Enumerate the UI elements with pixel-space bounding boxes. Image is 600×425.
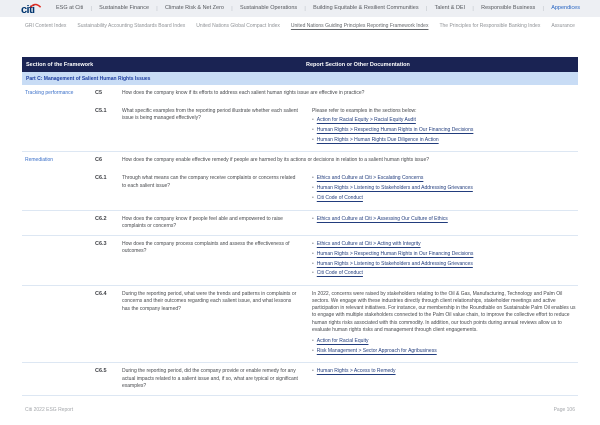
primary-nav-item-talent-dei[interactable]: Talent & DEI <box>434 5 466 11</box>
category-cell <box>25 108 95 147</box>
answer-cell <box>312 241 578 280</box>
answer-link-line <box>312 241 578 248</box>
question-text: What specific examples from the reporting period illustrate whether each salient issue is being managed effectively? <box>122 107 298 122</box>
citi-logo-text: citi <box>21 3 35 16</box>
document-link[interactable]: Human Rights > Human Rights Due Diligence in Action <box>316 136 439 143</box>
bullet-icon: • <box>312 185 314 192</box>
table-row <box>22 286 578 363</box>
primary-nav <box>56 0 580 17</box>
document-link[interactable]: Human Rights > Listening to Stakeholders and Addressing Grievances <box>316 260 473 267</box>
category-cell <box>25 90 95 98</box>
nav-separator: | <box>90 5 92 12</box>
nav-separator: | <box>542 5 544 12</box>
framework-code: C6.3 <box>95 241 107 248</box>
answer-cell <box>312 108 578 147</box>
table-row <box>22 363 578 396</box>
nav-separator: | <box>472 5 474 12</box>
page-footer <box>25 407 575 413</box>
question-text: During the reporting period, did the company provide or enable remedy for any actual impacts related to a salient issue and, if so, what are typical or significant examples? <box>122 368 298 389</box>
category-cell <box>25 368 95 390</box>
primary-nav-item-climate-risk-net-zero[interactable]: Climate Risk & Net Zero <box>164 5 224 11</box>
document-link[interactable]: Human Rights > Respecting Human Rights in Our Financing Decisions <box>316 126 474 133</box>
subnav-item-sustainability-accounting-standards-board-index[interactable]: Sustainability Accounting Standards Board Index <box>77 23 186 29</box>
question-text: How does the company know if people feel able and empowered to raise complaints or concerns? <box>122 215 283 229</box>
table-row <box>22 170 578 210</box>
document-link[interactable]: Citi Code of Conduct <box>316 194 363 201</box>
document-link[interactable]: Human Rights > Respecting Human Rights in Our Financing Decisions <box>316 250 474 257</box>
citi-logo-graphic <box>20 2 46 16</box>
answer-link-line <box>312 261 578 268</box>
subnav-item-the-principles-for-responsible-banking-index[interactable]: The Principles for Responsible Banking Index <box>439 23 541 29</box>
subnav-item-united-nations-global-compact-index[interactable]: United Nations Global Compact Index <box>196 23 280 29</box>
bullet-icon: • <box>312 368 314 375</box>
question-text: Through what means can the company receive complaints or concerns related to each salient issue? <box>122 175 296 189</box>
document-link[interactable]: Human Rights > Listening to Stakeholders and Addressing Grievances <box>316 185 473 192</box>
document-link[interactable]: Risk Management > Sector Approach for Agribusiness <box>316 347 437 354</box>
category-cell <box>25 241 95 280</box>
table-row <box>22 152 578 170</box>
document-link[interactable]: Ethics and Culture at Citi > Assessing Our Culture of Ethics <box>316 215 448 222</box>
subnav-item-gri-content-index[interactable]: GRI Content Index <box>25 23 67 29</box>
question-text: How does the company enable effective remedy if people are harmed by its actions or decisions in relation to a salient human rights issue? <box>122 157 430 164</box>
document-link[interactable]: Human Rights > Access to Remedy <box>316 368 396 375</box>
question-text: During the reporting period, what were the trends and patterns in complaints or concerns and their outcomes regarding each salient issue, and what lessons has the company learned? <box>122 291 297 312</box>
primary-nav-item-sustainable-finance[interactable]: Sustainable Finance <box>99 5 150 11</box>
table-row <box>22 103 578 153</box>
answer-cell <box>312 368 578 390</box>
framework-code: C5.1 <box>95 107 107 114</box>
category-link[interactable]: Tracking performance <box>25 90 74 96</box>
column-header-framework: Section of the Framework <box>26 61 94 68</box>
nav-separator: | <box>156 5 158 12</box>
framework-code: C6 <box>95 157 103 164</box>
answer-link-line <box>312 195 578 202</box>
question-text: How does the company process complaints and assess the effectiveness of outcomes? <box>122 241 290 255</box>
answer-link-line <box>312 216 578 223</box>
document-link[interactable]: Citi Code of Conduct <box>316 270 363 277</box>
answer-link-line <box>312 185 578 192</box>
part-c-section-row: Part C: Management of Salient Human Rights Issues <box>22 72 578 85</box>
answer-link-line <box>312 175 578 182</box>
nav-separator: | <box>304 5 306 12</box>
answer-paragraph: In 2022, concerns were raised by stakeholders relating to the Oil & Gas, Manufacturing, Technology and Palm Oil sectors. We engage with these industries directly through client relationships, stakeholder meetings and active participation in relevant initiatives. For instance, our membership in the Roundtable on Sustainable Palm Oil enables us to engage with multiple stakeholders connected to the Palm Oil value chain, to improve the collective effort to reduce human rights risks associated with this commodity. In addition, our touch points during annual reviews allow us to evaluate human rights risks and management through client engagements. <box>312 291 576 333</box>
framework-code: C5 <box>95 90 103 96</box>
bullet-icon: • <box>312 337 314 344</box>
category-cell <box>25 291 95 357</box>
document-link[interactable]: Ethics and Culture at Citi > Escalating Concerns <box>316 175 424 182</box>
answer-cell <box>312 216 578 231</box>
answer-link-line <box>312 137 578 144</box>
answer-link-line <box>312 368 578 375</box>
bullet-icon: • <box>312 126 314 133</box>
framework-table-body <box>22 85 578 396</box>
table-row <box>22 236 578 286</box>
bullet-icon: • <box>312 136 314 143</box>
table-row <box>22 211 578 237</box>
nav-separator: | <box>425 5 428 12</box>
bullet-icon: • <box>312 347 314 354</box>
primary-nav-item-sustainable-operations[interactable]: Sustainable Operations <box>239 5 298 11</box>
primary-nav-item-responsible-business[interactable]: Responsible Business <box>481 5 536 11</box>
framework-code: C6.4 <box>95 291 107 298</box>
bullet-icon: • <box>312 270 314 277</box>
question-text: How does the company know if its efforts to address each salient human rights issue are effective in practice? <box>122 90 365 96</box>
bullet-icon: • <box>312 260 314 267</box>
nav-separator: | <box>231 5 233 12</box>
framework-code: C6.2 <box>95 215 107 222</box>
answer-cell <box>312 175 578 204</box>
document-link[interactable]: Ethics and Culture at Citi > Acting with Integrity <box>316 241 421 248</box>
category-link[interactable]: Remediation <box>25 157 54 164</box>
subnav-item-assurance[interactable]: Assurance <box>551 23 575 29</box>
document-link[interactable]: Action for Racial Equity <box>316 337 369 344</box>
answer-link-line <box>312 251 578 258</box>
citi-logo[interactable] <box>20 2 46 16</box>
framework-code: C6.1 <box>95 175 107 182</box>
bullet-icon: • <box>312 194 314 201</box>
framework-table <box>22 57 578 396</box>
appendices-subnav <box>0 17 600 35</box>
top-navigation-bar <box>0 0 600 17</box>
primary-nav-item-esg-at-citi[interactable]: ESG at Citi <box>56 5 84 11</box>
category-cell <box>25 157 95 165</box>
answer-link-line <box>312 348 578 355</box>
primary-nav-item-appendices[interactable]: Appendices <box>551 5 580 11</box>
answer-link-line <box>312 338 578 345</box>
answer-intro-text: Please refer to examples in the sections below: <box>312 107 417 114</box>
bullet-icon: • <box>312 250 314 257</box>
bullet-icon: • <box>312 241 314 248</box>
bullet-icon: • <box>312 215 314 222</box>
answer-link-line <box>312 127 578 134</box>
primary-nav-item-building-equitable-resilient-communities[interactable]: Building Equitable & Resilient Communities <box>313 5 419 11</box>
page-number: Page 106 <box>553 407 575 413</box>
report-title: Citi 2022 ESG Report <box>25 407 74 413</box>
column-header-report-section: Report Section or Other Documentation <box>306 61 410 68</box>
bullet-icon: • <box>312 117 314 124</box>
document-link[interactable]: Action for Racial Equity > Racial Equity Audit <box>316 117 416 124</box>
bullet-icon: • <box>312 175 314 182</box>
subnav-item-united-nations-guiding-principles-reporting-framework-index[interactable]: United Nations Guiding Principles Reporting Framework Index <box>290 23 429 29</box>
category-cell <box>25 175 95 204</box>
answer-link-line <box>312 270 578 277</box>
category-cell <box>25 216 95 231</box>
answer-cell <box>312 291 578 357</box>
table-header-row <box>22 57 578 72</box>
table-row <box>22 85 578 103</box>
framework-code: C6.5 <box>95 368 107 375</box>
answer-link-line <box>312 117 578 124</box>
